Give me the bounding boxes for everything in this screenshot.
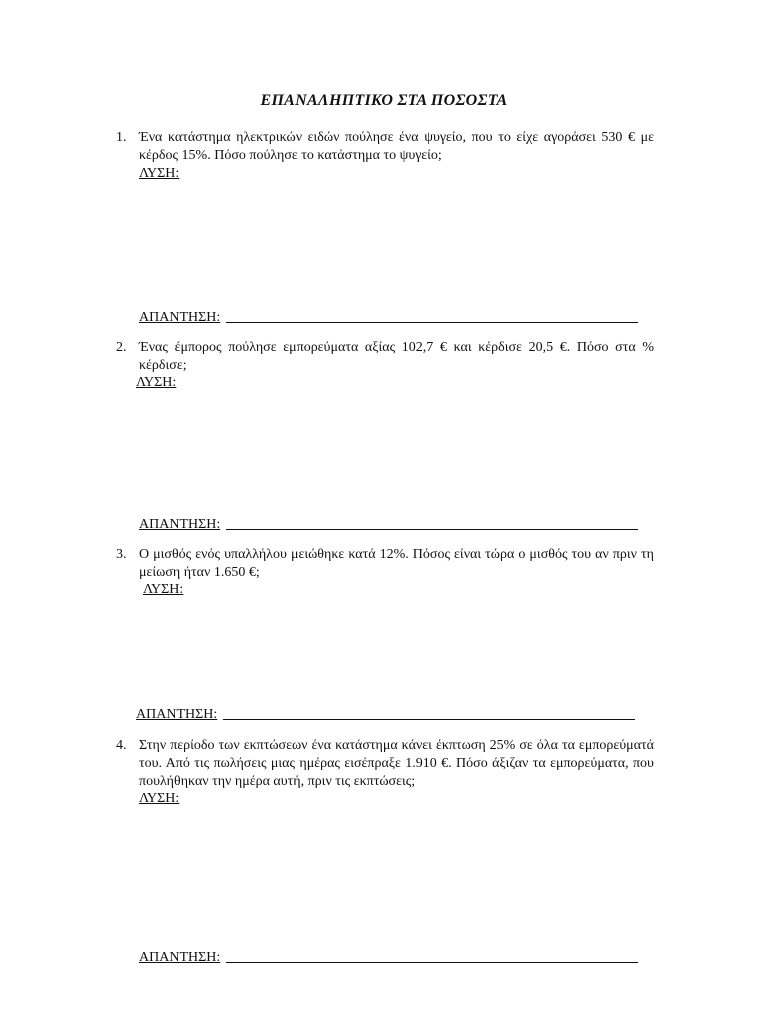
question-2 [116, 339, 654, 375]
solution-label: ΛΥΣΗ: [143, 582, 184, 597]
question-text: Ένας έμπορος πούλησε εμπορεύματα αξίας 102,7 € και κέρδισε 20,5 €. Πόσο στα % κέρδισε; [139, 340, 654, 373]
answer-row [139, 950, 638, 966]
question-text: Ο μισθός ενός υπαλλήλου μειώθηκε κατά 12%. Πόσος είναι τώρα ο μισθός του αν πριν τη μείωση ήταν 1.650 €; [139, 547, 654, 580]
question-text: Ένα κατάστημα ηλεκτρικών ειδών πούλησε ένα ψυγείο, που το είχε αγοράσει 530 € με κέρδος 15%. Πόσο πούλησε το κατάστημα το ψυγείο; [139, 130, 654, 163]
question-3 [116, 546, 654, 582]
page-title: ΕΠΑΝΑΛΗΠΤΙΚΟ ΣΤΑ ΠΟΣΟΣΤΑ [260, 92, 508, 109]
solution-label: ΛΥΣΗ: [136, 375, 177, 390]
answer-row [139, 310, 638, 326]
answer-label: ΑΠΑΝΤΗΣΗ: [139, 950, 221, 965]
answer-label: ΑΠΑΝΤΗΣΗ: [139, 310, 221, 325]
question-number: 1. [116, 130, 127, 145]
answer-label: ΑΠΑΝΤΗΣΗ: [139, 517, 221, 532]
solution-label: ΛΥΣΗ: [139, 791, 180, 806]
question-4 [116, 737, 654, 791]
solution-label: ΛΥΣΗ: [139, 166, 180, 181]
answer-line[interactable] [223, 718, 635, 720]
answer-label: ΑΠΑΝΤΗΣΗ: [136, 707, 218, 722]
question-number: 3. [116, 547, 127, 562]
question-text: Στην περίοδο των εκπτώσεων ένα κατάστημα κάνει έκπτωση 25% σε όλα τα εμπορεύματά του. Από τις πωλήσεις μιας ημέρας εισέπραξε 1.910 €. Πόσο άξιζαν τα εμπορεύματα, που πουλήθηκαν την ημέρα αυτή, πριν τις εκπτώσεις; [139, 738, 654, 789]
answer-line[interactable] [226, 961, 638, 963]
question-number: 4. [116, 738, 127, 753]
answer-row [139, 517, 638, 533]
answer-row [136, 707, 635, 723]
question-number: 2. [116, 340, 127, 355]
answer-line[interactable] [226, 321, 638, 323]
answer-line[interactable] [226, 528, 638, 530]
question-1 [116, 129, 654, 165]
